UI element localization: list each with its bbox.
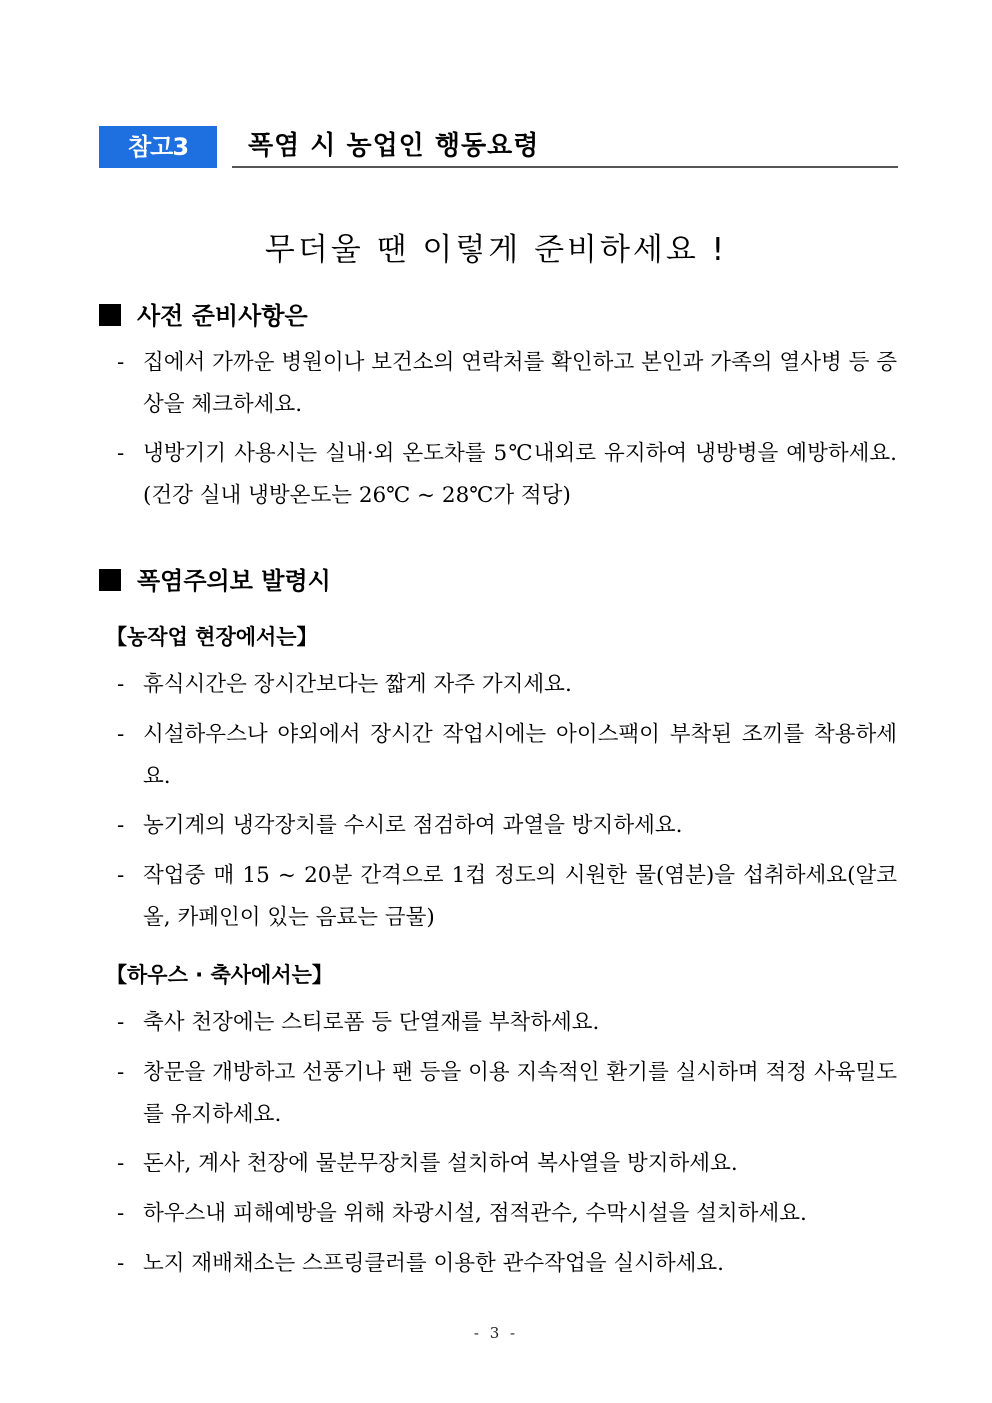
list-item: [117, 805, 897, 847]
square-bullet-icon: [99, 304, 121, 326]
reference-badge: 참고3: [99, 126, 217, 168]
list-item: [117, 1002, 897, 1044]
list-item: [117, 714, 897, 798]
list-item-text: 창문을 개방하고 선풍기나 팬 등을 이용 지속적인 환기를 실시하며 적정 사육밀도를 유지하세요.: [143, 1060, 897, 1127]
list-item-text: 작업중 매 15 ~ 20분 간격으로 1컵 정도의 시원한 물(염분)을 섭취하세요(알코올, 카페인이 있는 음료는 금물): [143, 863, 897, 930]
list-item: [117, 1243, 897, 1285]
subheading-field: 【농작업 현장에서는】: [106, 625, 318, 649]
section-prep-title: 사전 준비사항은: [137, 302, 308, 330]
dash-bullet: -: [117, 1060, 125, 1085]
list-item: [117, 1193, 897, 1235]
header-underline: [232, 166, 898, 168]
list-item-text: 농기계의 냉각장치를 수시로 점검하여 과열을 방지하세요.: [143, 813, 683, 838]
dash-bullet: -: [117, 1151, 125, 1176]
reference-header: [99, 126, 898, 168]
dash-bullet: -: [117, 350, 125, 375]
dash-bullet: -: [117, 672, 125, 697]
section-heatwave-title: 폭염주의보 발령시: [137, 567, 331, 595]
dash-bullet: -: [117, 441, 125, 466]
subheading-house: 【하우스 · 축사에서는】: [106, 963, 333, 987]
page-number: - 3 -: [473, 1324, 519, 1342]
list-item: [117, 1052, 897, 1136]
list-item-text: 시설하우스나 야외에서 장시간 작업시에는 아이스팩이 부착된 조끼를 착용하세요.: [143, 722, 897, 789]
list-item: [117, 664, 897, 706]
list-item-text: 노지 재배채소는 스프링클러를 이용한 관수작업을 실시하세요.: [143, 1251, 725, 1276]
section-prep-heading: [99, 296, 308, 331]
dash-bullet: -: [117, 813, 125, 838]
list-item-text: 축사 천장에는 스티로폼 등 단열재를 부착하세요.: [143, 1010, 600, 1035]
dash-bullet: -: [117, 1010, 125, 1035]
list-item-text: 냉방기기 사용시는 실내·외 온도차를 5℃내외로 유지하여 냉방병을 예방하세요.(건강 실내 냉방온도는 26℃ ~ 28℃가 적당): [143, 441, 897, 508]
dash-bullet: -: [117, 1251, 125, 1276]
list-item: [117, 433, 897, 517]
header-title: 폭염 시 농업인 행동요령: [248, 131, 540, 161]
square-bullet-icon: [99, 569, 121, 591]
main-title: 무더울 땐 이렇게 준비하세요 !: [264, 232, 728, 268]
list-item-text: 돈사, 계사 천장에 물분무장치를 설치하여 복사열을 방지하세요.: [143, 1151, 738, 1176]
dash-bullet: -: [117, 722, 125, 747]
list-item: [117, 342, 897, 426]
list-item-text: 집에서 가까운 병원이나 보건소의 연락처를 확인하고 본인과 가족의 열사병 등 증상을 체크하세요.: [143, 350, 897, 417]
section-heatwave-heading: [99, 561, 331, 596]
dash-bullet: -: [117, 1201, 125, 1226]
dash-bullet: -: [117, 863, 125, 888]
list-item: [117, 1143, 897, 1185]
list-item: [117, 855, 897, 939]
list-item-text: 하우스내 피해예방을 위해 차광시설, 점적관수, 수막시설을 설치하세요.: [143, 1201, 807, 1226]
list-item-text: 휴식시간은 장시간보다는 짧게 자주 가지세요.: [143, 672, 572, 697]
